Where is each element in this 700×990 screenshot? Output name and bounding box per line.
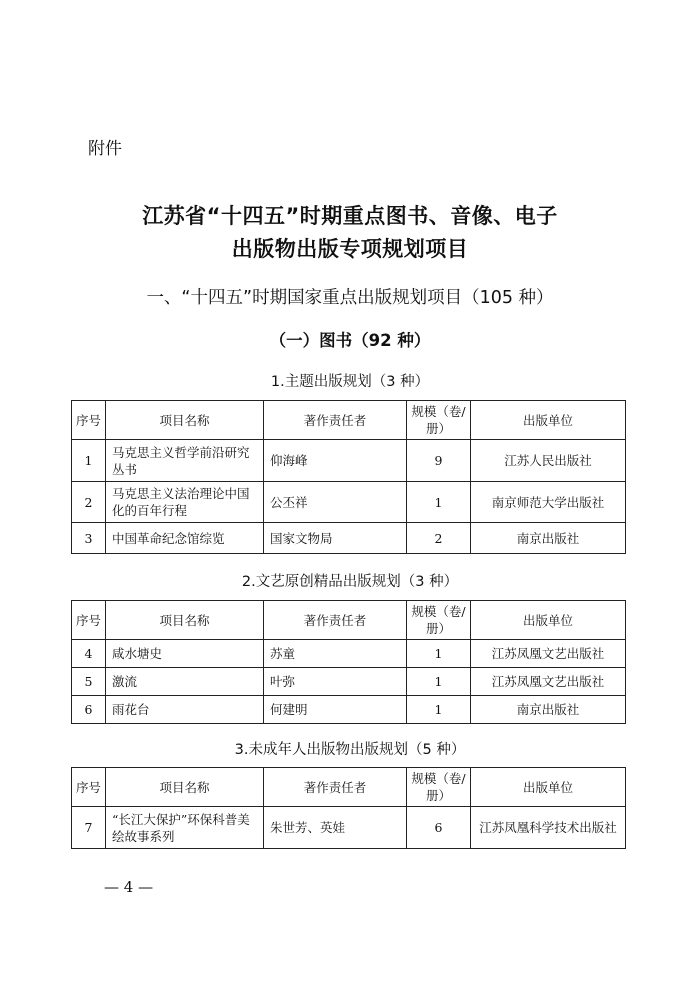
header-name: 项目名称 [106,601,264,640]
table-header-row [72,401,626,440]
cell-name: 咸水塘史 [106,640,264,668]
cell-name: 激流 [106,668,264,696]
document-title-line2: 出版物出版专项规划项目 [231,237,469,261]
cell-name: 马克思主义哲学前沿研究丛书 [106,440,264,482]
cell-name: 马克思主义法治理论中国化的百年行程 [106,482,264,523]
project-table [71,767,626,849]
header-seq: 序号 [72,768,106,807]
cell-seq: 5 [72,668,106,696]
header-scale: 规模（卷/册） [407,401,471,440]
cell-author: 仰海峰 [264,440,407,482]
table-row [72,482,626,523]
header-author: 著作责任者 [264,601,407,640]
table-row [72,807,626,849]
project-table [71,400,626,554]
cell-author: 苏童 [264,640,407,668]
table-header-row [72,601,626,640]
cell-seq: 2 [72,482,106,523]
cell-seq: 1 [72,440,106,482]
section-title: 2.文艺原创精品出版规划（3 种） [241,574,459,590]
cell-publisher: 江苏凤凰文艺出版社 [471,640,626,668]
header-name: 项目名称 [106,768,264,807]
cell-seq: 4 [72,640,106,668]
table-row [72,440,626,482]
header-scale: 规模（卷/册） [407,601,471,640]
header-seq: 序号 [72,401,106,440]
table-header-row [72,768,626,807]
table-row [72,640,626,668]
header-publisher: 出版单位 [471,601,626,640]
cell-author: 朱世芳、英娃 [264,807,407,849]
cell-publisher: 南京出版社 [471,523,626,554]
header-seq: 序号 [72,601,106,640]
cell-publisher: 南京出版社 [471,696,626,724]
cell-publisher: 江苏凤凰文艺出版社 [471,668,626,696]
header-name: 项目名称 [106,401,264,440]
page-number: — 4 — [104,878,154,896]
project-table [71,600,626,724]
header-author: 著作责任者 [264,768,407,807]
cell-publisher: 江苏凤凰科学技术出版社 [471,807,626,849]
section-title: 1.主题出版规划（3 种） [270,374,430,390]
cell-scale: 9 [407,440,471,482]
part-heading: 一、“十四五”时期国家重点出版规划项目（105 种） [146,288,554,308]
cell-publisher: 南京师范大学出版社 [471,482,626,523]
cell-name: 雨花台 [106,696,264,724]
table-row [72,523,626,554]
table-row [72,668,626,696]
cell-name: “长江大保护”环保科普美绘故事系列 [106,807,264,849]
cell-name: 中国革命纪念馆综览 [106,523,264,554]
cell-scale: 1 [407,482,471,523]
section-title: 3.未成年人出版物出版规划（5 种） [234,742,466,758]
cell-author: 叶弥 [264,668,407,696]
cell-scale: 1 [407,696,471,724]
cell-author: 何建明 [264,696,407,724]
attachment-label: 附件 [88,139,122,159]
header-author: 著作责任者 [264,401,407,440]
cell-scale: 1 [407,640,471,668]
header-publisher: 出版单位 [471,401,626,440]
header-scale: 规模（卷/册） [407,768,471,807]
document-title-line1: 江苏省“十四五”时期重点图书、音像、电子 [142,204,558,228]
cell-author: 国家文物局 [264,523,407,554]
sub-heading: （一）图书（92 种） [269,331,431,350]
cell-scale: 2 [407,523,471,554]
cell-seq: 7 [72,807,106,849]
cell-publisher: 江苏人民出版社 [471,440,626,482]
table-row [72,696,626,724]
header-publisher: 出版单位 [471,768,626,807]
cell-scale: 6 [407,807,471,849]
cell-scale: 1 [407,668,471,696]
cell-author: 公丕祥 [264,482,407,523]
cell-seq: 6 [72,696,106,724]
cell-seq: 3 [72,523,106,554]
